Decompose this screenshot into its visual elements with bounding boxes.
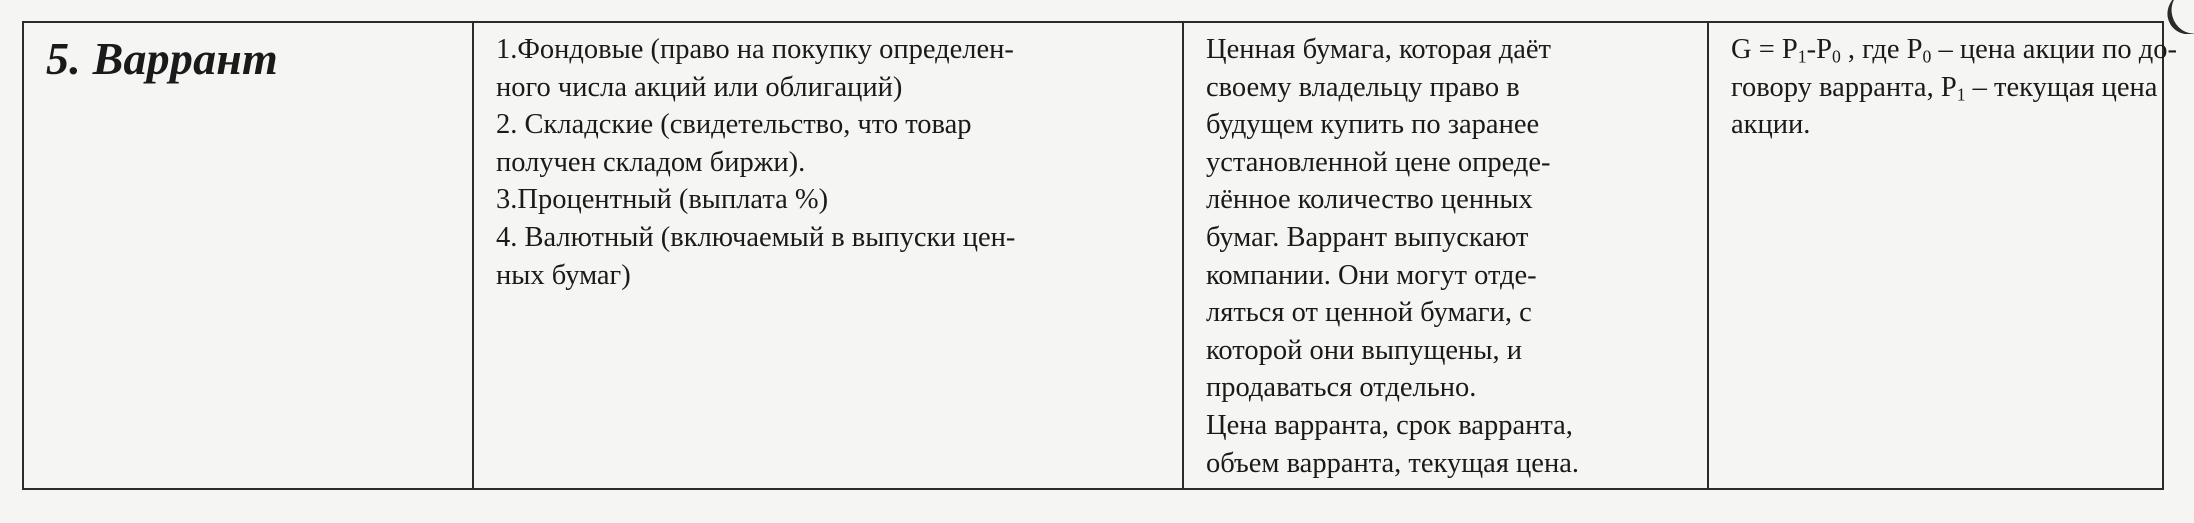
subscript-0: 0	[1922, 46, 1932, 67]
types-line: 4. Валютный (включаемый в выпуски цен-	[496, 221, 1016, 253]
types-line: ного числа акций или облигаций)	[496, 71, 903, 103]
formula-text-part: говору варранта, P	[1731, 71, 1957, 103]
definition-line: установленной цене опреде-	[1206, 146, 1551, 178]
types-line: 3.Процентный (выплата %)	[496, 184, 829, 216]
term-title: 5. Варрант	[46, 33, 278, 84]
definition-text	[1206, 31, 1691, 482]
definition-line: Цена варранта, срок варранта,	[1206, 409, 1573, 441]
definition-line: объем варранта, текущая цена.	[1206, 447, 1579, 479]
definition-line: продаваться отдельно.	[1206, 372, 1477, 404]
types-line: 2. Складские (свидетельство, что товар	[496, 109, 972, 141]
formula-line	[1731, 31, 2178, 69]
definition-cell	[1183, 22, 1708, 489]
definition-line: компании. Они могут отде-	[1206, 259, 1537, 291]
formula-text-part: – цена акции по до-	[1931, 34, 2178, 65]
types-line: получен складом биржи).	[496, 146, 806, 178]
definition-line: Ценная бумага, которая даёт	[1206, 34, 1551, 65]
formula-line	[1731, 69, 2158, 107]
formula-text-part: , где P	[1840, 34, 1923, 65]
definition-line: ляться от ценной бумаги, с	[1206, 297, 1532, 329]
definition-line: бумаг. Варрант выпускают	[1206, 221, 1529, 253]
definition-line: будущем купить по заранее	[1206, 109, 1540, 141]
definition-line: своему владельцу право в	[1206, 71, 1520, 103]
term-cell	[23, 22, 473, 489]
table-row	[23, 22, 2163, 489]
definition-line: которой они выпущены, и	[1206, 334, 1522, 366]
subscript-1: 1	[1956, 84, 1966, 104]
formula-text	[1731, 31, 2178, 144]
definition-line: лённое количество ценных	[1206, 184, 1533, 216]
types-line: 1.Фондовые (право на покупку определен-	[496, 34, 1014, 65]
securities-table	[22, 21, 2178, 490]
types-text	[496, 31, 1166, 294]
types-cell	[473, 22, 1183, 489]
types-line: ных бумаг)	[496, 259, 631, 291]
formula-text-part: – текущая цена	[1965, 71, 2158, 103]
formula-line: акции.	[1731, 109, 1811, 141]
subscript-1: 1	[1797, 46, 1807, 67]
formula-text-part: -P	[1806, 34, 1832, 65]
formula-cell	[1708, 22, 2178, 489]
subscript-0: 0	[1831, 46, 1841, 67]
formula-text-part: G = P	[1731, 34, 1798, 65]
